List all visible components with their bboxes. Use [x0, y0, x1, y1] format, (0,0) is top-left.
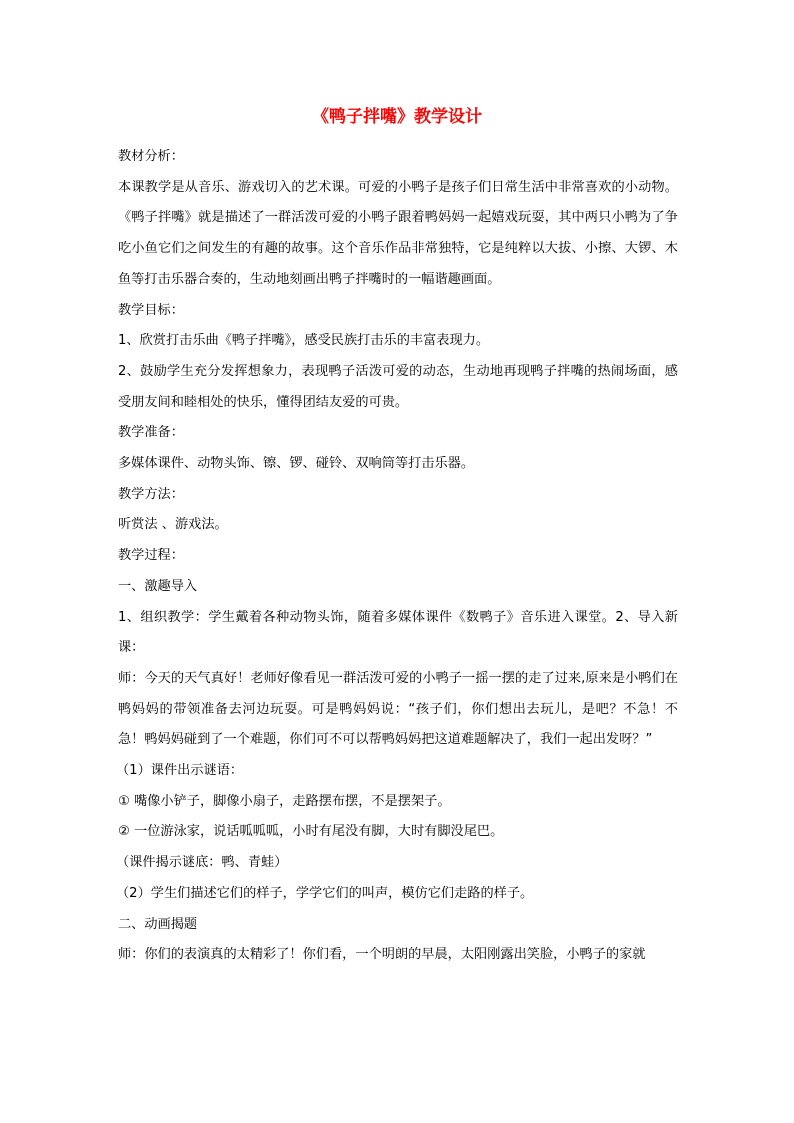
- document-title: 《鸭子拌嘴》教学设计: [312, 107, 482, 127]
- paragraph-material-analysis: 本课教学是从音乐、游戏切入的艺术课。可爱的小鸭子是孩子们日常生活中非常喜欢的小动物。《鸭子拌嘴》就是描述了一群活泼可爱的小鸭子跟着鸭妈妈一起嬉戏玩耍，其中两只小鸭为了争吃小鱼它们之间发生的有趣的故事。这个音乐作品非常独特，它是纯粹以大拔、小擦、大锣、木鱼等打击乐器合奏的，生动地刻画出鸭子拌嘴时的一幅谐趣画面。: [118, 179, 678, 287]
- riddle-heading: （1）课件出示谜语：: [116, 763, 244, 779]
- goal-item-2: 2、鼓励学生充分发挥想象力，表现鸭子活泼可爱的动态，生动地再现鸭子拌嘴的热闹场面，感受朋友间和睦相处的快乐，懂得团结友爱的可贵。: [118, 363, 678, 410]
- section-heading-teaching-goals: 教学目标：: [118, 302, 184, 318]
- section-heading-process: 教学过程：: [118, 548, 184, 564]
- section-heading-methods: 教学方法：: [118, 486, 184, 502]
- student-activity: （2）学生们描述它们的样子，学学它们的叫声，模仿它们走路的样子。: [116, 885, 534, 901]
- paragraph-teacher-speech: 师：今天的天气真好！老师好像看见一群活泼可爱的小鸭子一摇一摆的走了过来,原来是小鸭们在鸭妈妈的带领准备去河边玩耍。可是鸭妈妈说：“孩子们，你们想出去玩儿，是吧？不急！不急！鸭妈妈碰到了一个难题，你们可不可以帮鸭妈妈把这道难题解决了，我们一起出发呀？”: [118, 670, 678, 748]
- document-body: [118, 142, 678, 971]
- paragraph-organize: 1、组织教学：学生戴着各种动物头饰，随着多媒体课件《数鸭子》音乐进入课堂。2、导入新课：: [118, 609, 678, 656]
- paragraph-preparation: 多媒体课件、动物头饰、镲、锣、碰铃、双响筒等打击乐器。: [118, 456, 475, 472]
- section-heading-preparation: 教学准备：: [118, 425, 184, 441]
- goal-item-1: 1、欣赏打击乐曲《鸭子拌嘴》，感受民族打击乐的丰富表现力。: [118, 333, 490, 349]
- riddle-item-1: ① 嘴像小铲子，脚像小扇子，走路摆布摆，不是摆架子。: [118, 793, 451, 809]
- riddle-item-2: ② 一位游泳家，说话呱呱呱，小时有尾没有脚，大时有脚没尾巴。: [118, 824, 504, 840]
- paragraph-methods: 听赏法 、游戏法。: [118, 517, 228, 533]
- section-heading-material-analysis: 教材分析：: [118, 149, 184, 164]
- paragraph-animation: 师：你们的表演真的太精彩了！你们看，一个明朗的早晨，太阳刚露出笑脸，小鸭子的家就: [118, 947, 646, 963]
- subheading-intro: 一、激趣导入: [118, 578, 198, 594]
- subheading-animation: 二、动画揭题: [118, 916, 198, 932]
- riddle-answer: （课件揭示谜底：鸭、青蛙）: [116, 855, 288, 871]
